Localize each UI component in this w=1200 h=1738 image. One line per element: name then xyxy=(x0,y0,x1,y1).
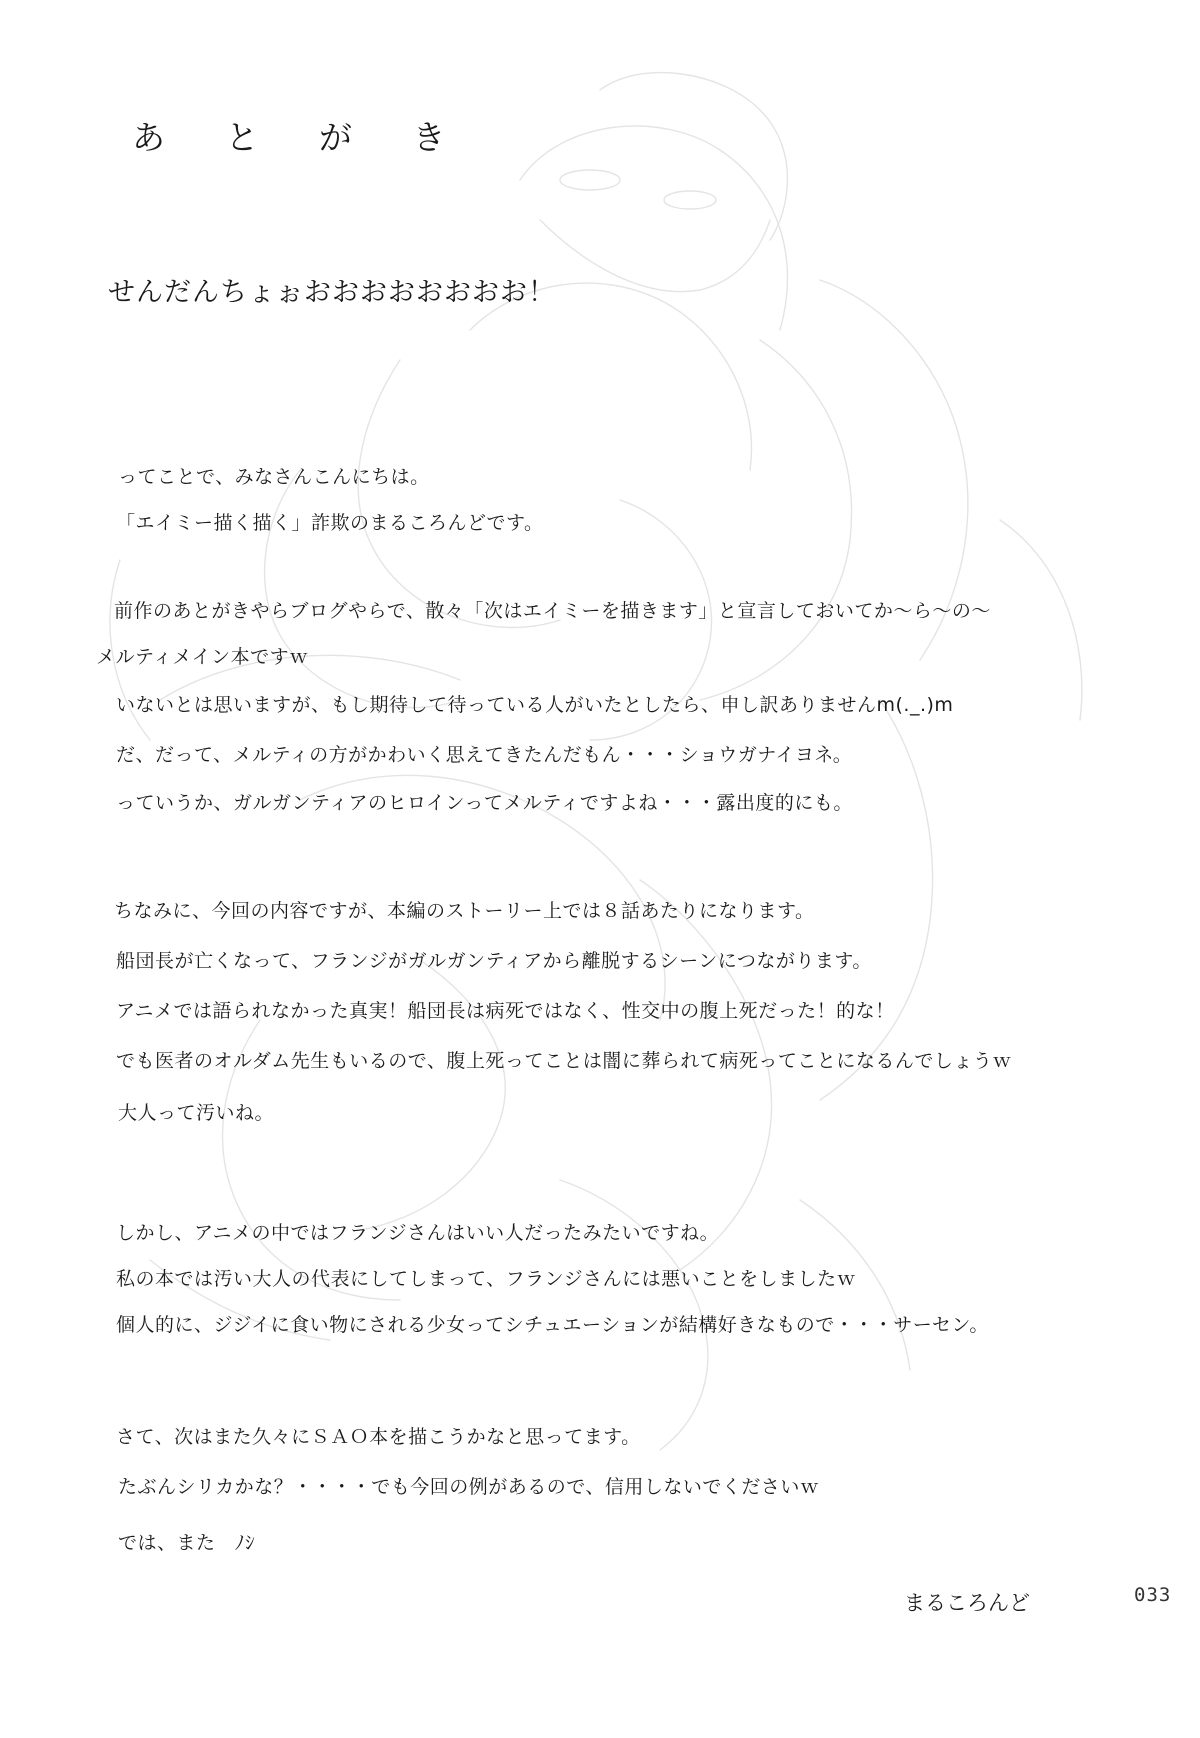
text-line: 私の本では汚い大人の代表にしてしまって、フランジさんには悪いことをしましたｗ xyxy=(116,1268,857,1290)
text-line: たぶんシリカかな？・・・・でも今回の例があるので、信用しないでくださいｗ xyxy=(118,1476,820,1498)
afterword-heading: あ と が き xyxy=(132,118,471,157)
text-line: いないとは思いますが、もし期待して待っている人がいたとしたら、申し訳ありませんm(._.)m xyxy=(116,694,954,716)
closing-line: では、また ﾉｼ xyxy=(118,1532,256,1554)
text-line: 「エイミー描く描く」詐欺のまるころんどです。 xyxy=(116,512,544,534)
text-line: アニメでは語られなかった真実！船団長は病死ではなく、性交中の腹上死だった！的な！ xyxy=(116,1000,895,1022)
text-line: ちなみに、今回の内容ですが、本編のストーリー上では８話あたりになります。 xyxy=(114,900,815,922)
text-line: しかし、アニメの中ではフランジさんはいい人だったみたいですね。 xyxy=(116,1222,720,1244)
text-line: 個人的に、ジジイに食い物にされる少女ってシチュエーションが結構好きなもので・・・サーセン。 xyxy=(116,1314,989,1336)
text-line: 船団長が亡くなって、フランジがガルガンティアから離脱するシーンにつながります。 xyxy=(116,950,872,972)
text-line: さて、次はまた久々にＳＡＯ本を描こうかなと思ってます。 xyxy=(116,1426,641,1448)
text-line: っていうか、ガルガンティアのヒロインってメルティですよね・・・露出度的にも。 xyxy=(116,792,853,814)
text-line: でも医者のオルダム先生もいるので、腹上死ってことは闇に葬られて病死ってことになるんでしょうｗ xyxy=(116,1050,1012,1072)
text-line: ってことで、みなさんこんにちは。 xyxy=(118,466,430,488)
page-number: 033 xyxy=(1134,1584,1172,1606)
opening-exclamation: せんだんちょぉおおおおおおおお！ xyxy=(108,277,556,308)
text-line: だ、だって、メルティの方がかわいく思えてきたんだもん・・・ショウガナイヨネ。 xyxy=(116,744,853,766)
text-line: メルティメイン本ですｗ xyxy=(96,646,309,668)
text-line: 大人って汚いね。 xyxy=(118,1102,275,1124)
author-signature: まるころんど xyxy=(904,1591,1030,1615)
text-line: 前作のあとがきやらブログやらで、散々「次はエイミーを描きます」と宣言しておいてか～ら～の～ xyxy=(114,600,991,622)
